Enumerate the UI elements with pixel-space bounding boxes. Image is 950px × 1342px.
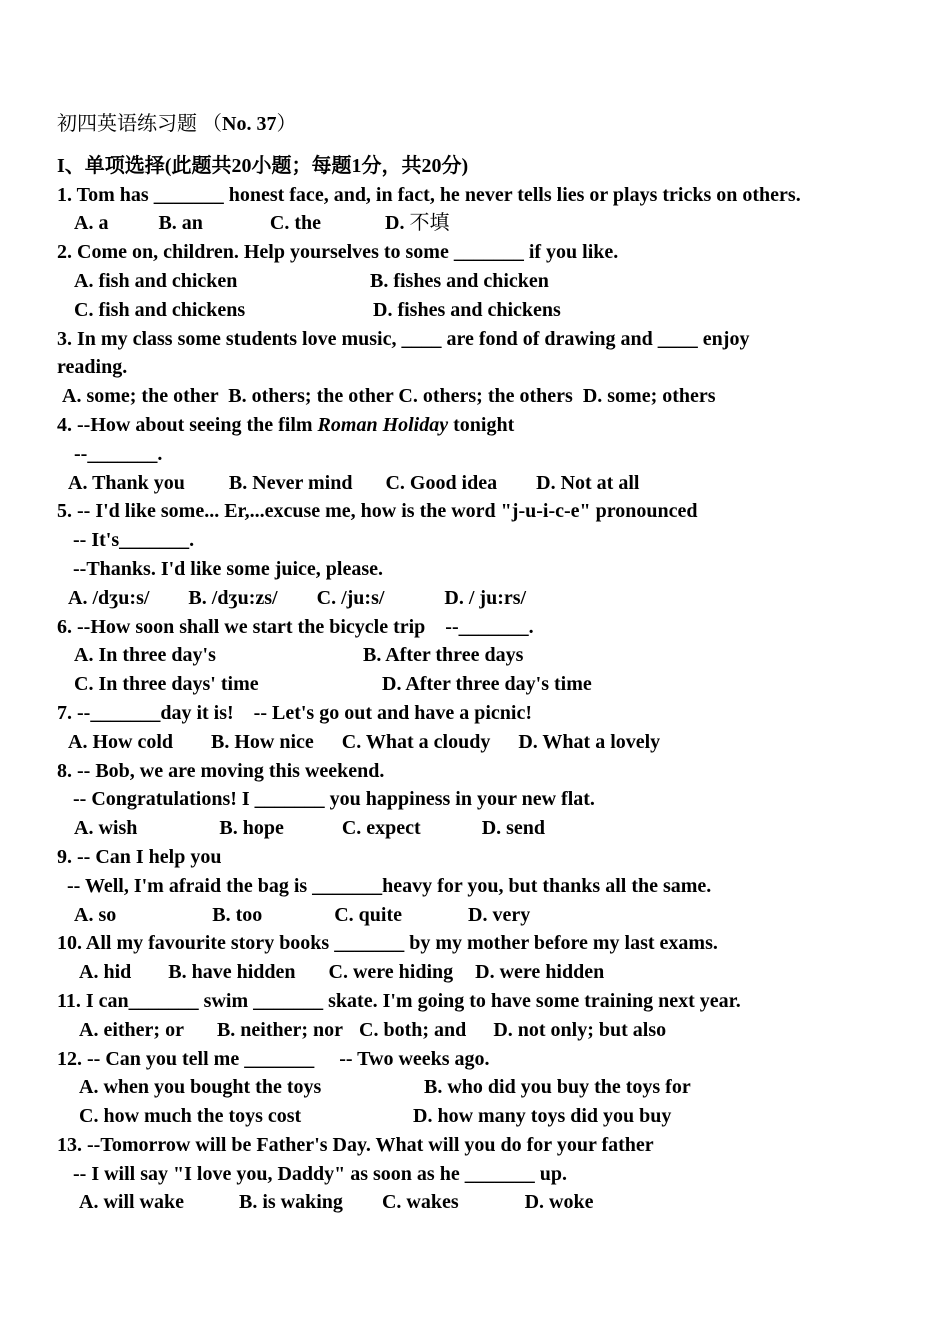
q5-option-a: A. /dʒu:s/ <box>68 586 150 609</box>
question-2-options-row2 <box>57 296 927 325</box>
title-prefix: 初四英语练习题 （ <box>57 113 222 135</box>
q1-option-d-label: D. <box>385 212 410 235</box>
q5-option-d: D. / ju:rs/ <box>444 586 527 609</box>
question-12-options-row1 <box>57 1073 927 1102</box>
question-11-options <box>57 1016 927 1045</box>
q1-option-b: B. an <box>158 212 203 235</box>
worksheet-title <box>57 110 927 139</box>
question-5-options <box>57 584 927 613</box>
q4-option-d: D. Not at all <box>536 471 640 494</box>
q10-option-d: D. were hidden <box>475 961 605 984</box>
question-10-options <box>57 958 927 987</box>
question-10-stem: 10. All my favourite story books _______ by my mother before my last exams. <box>57 932 718 955</box>
q11-option-b: B. neither; nor <box>216 1018 344 1041</box>
q1-option-d <box>385 209 449 238</box>
question-2-stem: 2. Come on, children. Help yourselves to some _______ if you like. <box>57 241 619 264</box>
q4-stem-end: tonight <box>448 413 515 436</box>
q1-option-d-text: 不填 <box>409 212 450 235</box>
title-suffix: ） <box>276 113 297 135</box>
question-7-options <box>57 728 927 757</box>
q4-option-a: A. Thank you <box>68 471 185 494</box>
question-13-reply: -- I will say "I love you, Daddy" as soon as he _______ up. <box>73 1162 567 1185</box>
q4-option-c: C. Good idea <box>385 471 498 494</box>
q2-option-c: C. fish and chickens <box>74 298 246 321</box>
question-4-reply: --_______. <box>74 442 163 465</box>
q11-option-c: C. both; and <box>359 1018 467 1041</box>
question-9-stem: 9. -- Can I help you <box>57 845 222 868</box>
q13-option-d: D. woke <box>524 1191 594 1214</box>
q13-option-a: A. will wake <box>79 1191 184 1214</box>
q7-option-c: C. What a cloudy <box>341 730 491 753</box>
q11-option-d: D. not only; but also <box>493 1018 667 1041</box>
q9-option-d: D. very <box>468 903 531 926</box>
question-9-reply: -- Well, I'm afraid the bag is _______heavy for you, but thanks all the same. <box>67 874 712 897</box>
section-heading: I、单项选择(此题共20小题；每题1分，共20分) <box>57 154 469 177</box>
question-1-stem: 1. Tom has _______ honest face, and, in fact, he never tells lies or plays tricks on others. <box>57 183 801 206</box>
q13-option-c: C. wakes <box>381 1191 459 1214</box>
q4-film-title: Roman Holiday <box>317 413 449 436</box>
question-12-options-row2 <box>57 1102 927 1131</box>
q5-option-c: C. /ju:s/ <box>316 586 385 609</box>
q4-stem-start: 4. --How about seeing the film <box>57 413 318 436</box>
question-12-stem: 12. -- Can you tell me _______ -- Two weeks ago. <box>57 1047 490 1070</box>
question-3-options: A. some; the other B. others; the other C. others; the others D. some; others <box>62 385 716 408</box>
q7-option-d: D. What a lovely <box>518 730 661 753</box>
q12-option-c: C. how much the toys cost <box>79 1105 302 1128</box>
q8-option-c: C. expect <box>341 817 421 840</box>
q7-option-a: A. How cold <box>68 730 173 753</box>
q1-option-a: A. a <box>74 212 109 235</box>
q7-option-b: B. How nice <box>211 730 314 753</box>
q6-option-b: B. After three days <box>363 644 524 667</box>
q9-option-b: B. too <box>212 903 263 926</box>
q13-option-b: B. is waking <box>239 1191 343 1214</box>
q6-option-a: A. In three day's <box>74 644 216 667</box>
title-number: No. 37 <box>222 113 277 135</box>
question-6-options-row1 <box>57 641 927 670</box>
question-8-options <box>57 814 927 843</box>
q9-option-a: A. so <box>74 903 117 926</box>
question-9-options <box>57 901 927 930</box>
q8-option-a: A. wish <box>74 817 138 840</box>
q12-option-a: A. when you bought the toys <box>79 1076 322 1099</box>
q10-option-a: A. hid <box>79 961 132 984</box>
question-4-stem <box>57 411 927 440</box>
q11-option-a: A. either; or <box>79 1018 184 1041</box>
question-8-stem: 8. -- Bob, we are moving this weekend. <box>57 759 385 782</box>
q10-option-c: C. were hiding <box>328 961 454 984</box>
question-3-stem-cont: reading. <box>57 356 128 379</box>
q9-option-c: C. quite <box>334 903 403 926</box>
q6-option-c: C. In three days' time <box>74 673 259 696</box>
question-6-options-row2 <box>57 670 927 699</box>
q8-option-b: B. hope <box>219 817 284 840</box>
question-11-stem: 11. I can_______ swim _______ skate. I'm going to have some training next year. <box>57 989 741 1012</box>
q10-option-b: B. have hidden <box>168 961 296 984</box>
question-13-options <box>57 1188 927 1217</box>
q12-option-b: B. who did you buy the toys for <box>424 1076 691 1099</box>
question-7-stem: 7. --_______day it is! -- Let's go out and have a picnic! <box>57 701 532 724</box>
worksheet-page <box>57 110 927 1217</box>
question-5-reply1: -- It's_______. <box>73 529 195 552</box>
q2-option-d: D. fishes and chickens <box>373 298 561 321</box>
q1-option-c: C. the <box>269 212 322 235</box>
question-6-stem: 6. --How soon shall we start the bicycle trip --_______. <box>57 615 534 638</box>
question-2-options-row1 <box>57 267 927 296</box>
question-1-options <box>57 209 927 238</box>
q8-option-d: D. send <box>481 817 546 840</box>
question-8-reply: -- Congratulations! I _______ you happiness in your new flat. <box>73 788 595 811</box>
q2-option-b: B. fishes and chicken <box>370 269 549 292</box>
question-4-options <box>57 469 927 498</box>
q2-option-a: A. fish and chicken <box>74 269 238 292</box>
q5-option-b: B. /dʒu:zs/ <box>188 586 278 609</box>
q4-option-b: B. Never mind <box>228 471 353 494</box>
question-5-reply2: --Thanks. I'd like some juice, please. <box>73 557 384 580</box>
question-3-stem: 3. In my class some students love music, ____ are fond of drawing and ____ enjoy <box>57 327 750 350</box>
question-13-stem: 13. --Tomorrow will be Father's Day. What will you do for your father <box>57 1133 654 1156</box>
q12-option-d: D. how many toys did you buy <box>413 1105 672 1128</box>
question-5-stem: 5. -- I'd like some... Er,...excuse me, how is the word "j-u-i-c-e" pronounced <box>57 500 698 523</box>
q6-option-d: D. After three day's time <box>382 673 592 696</box>
